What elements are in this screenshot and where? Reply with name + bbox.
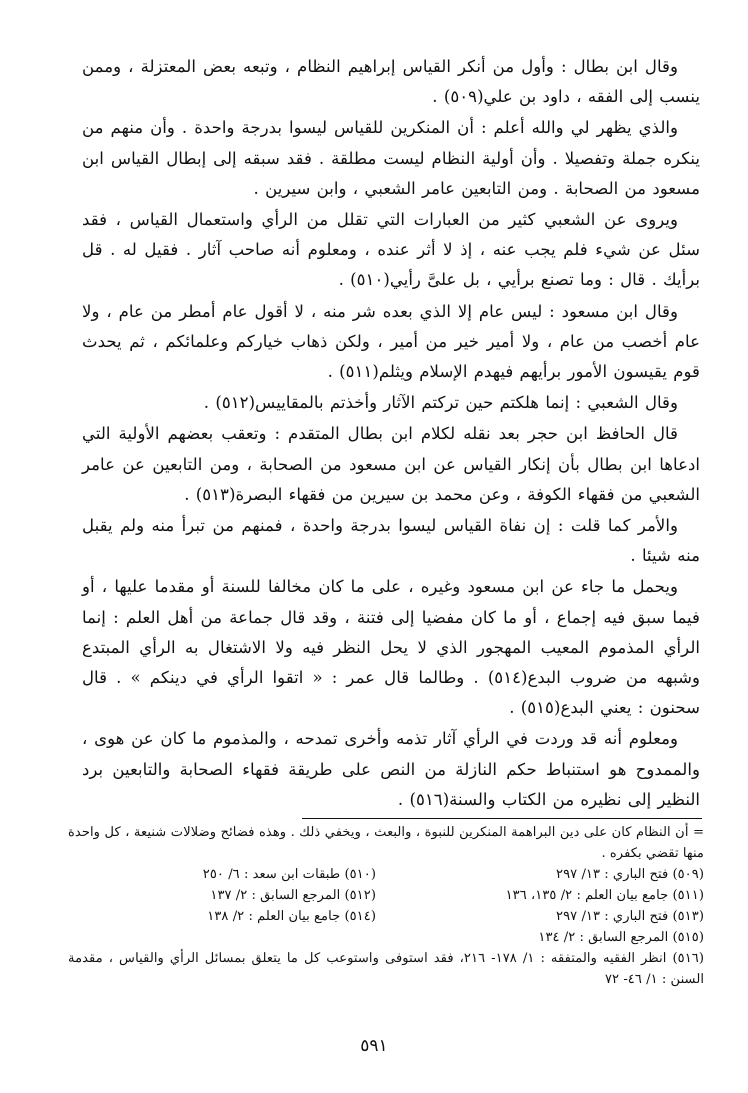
footnote-divider (302, 818, 702, 819)
footnote-516: (٥١٦) انظر الفقيه والمتفقه : ١/ ١٧٨- ٢١٦، فقد استوفى واستوعب كل ما يتعلق بمسائل الرأي والقياس ، مقدمة السنن : ١/ ٤٦- ٧٢ (68, 951, 705, 987)
footnote-513: (٥١٣) فتح الباري : ١٣/ ٢٩٧ (556, 909, 704, 924)
paragraph: والذي يظهر لي والله أعلم : أن المنكرين للقياس ليسوا بدرجة واحدة . وأن منهم من ينكره جملة وتفصيلا . وأن أولية النظام ليست مطلقة . فقد سبقه إلى إبطال القياس ابن مسعود من الصحابة . ومن التابعين عامر الشعبي ، وابن سيرين . (82, 118, 700, 198)
paragraph: ويروى عن الشعبي كثير من العبارات التي تقلل من الرأي واستعمال القياس ، فقد سئل عن شيء فلم يجب عنه ، إذ لا أثر عنده ، ومعلوم أنه صاحب آثار . فقيل له . قل برأيك . قال : وما تصنع برأيي ، بل علىَّ رأيي(٥١٠) . (82, 210, 700, 290)
paragraph: ويحمل ما جاء عن ابن مسعود وغيره ، على ما كان مخالفا للسنة أو مقدما عليها ، أو فيما سبق فيه إجماع ، أو ما كان مفضيا إلى فتنة ، وقد قال جماعة من أهل العلم : إنما الرأي المذموم المعيب المهجور الذي لا يحل النظر فيه ولا الاشتغال به الرأي المبتدع وشبهه من ضروب البدع(٥١٤) . وطالما قال عمر : « اتقوا الرأي في دينكم » . قال سحنون : يعني البدع(٥١٥) . (82, 577, 701, 718)
footnote-509: (٥٠٩) فتح الباري : ١٣/ ٢٩٧ (556, 867, 704, 882)
footnote-empty (68, 927, 376, 948)
footnote-515: (٥١٥) المرجع السابق : ٢/ ١٣٤ (538, 930, 704, 945)
footnote-514: (٥١٤) جامع بيان العلم : ٢/ ١٣٨ (207, 909, 376, 924)
footnote-511: (٥١١) جامع بيان العلم : ٢/ ١٣٥، ١٣٦ (505, 888, 704, 903)
paragraph: قال الحافظ ابن حجر بعد نقله لكلام ابن بطال المتقدم : وتعقب بعضهم الأولية التي ادعاها ابن بطال بأن إنكار القياس عن ابن مسعود من الصحابة ، ومن التابعين عن عامر الشعبي من فقهاء الكوفة ، وعن محمد بن سيرين من فقهاء البصرة(٥١٣) . (82, 424, 700, 504)
footnote-grid (68, 864, 704, 948)
paragraph: ومعلوم أنه قد وردت في الرأي آثار تذمه وأخرى تمدحه ، والمذموم ما كان عن هوى ، والممدوح هو استنباط حكم النازلة من النص على طريقة فقهاء الصحابة والتابعين برد النظير إلى نظيره من الكتاب والسنة(٥١٦) . (82, 729, 700, 809)
paragraph: وقال الشعبي : إنما هلكتم حين تركتم الآثار وأخذتم بالمقاييس(٥١٢) . (203, 393, 678, 413)
paragraph: وقال ابن بطال : وأول من أنكر القياس إبراهيم النظام ، وتبعه بعض المعتزلة ، وممن ينسب إلى الفقه ، داود بن علي(٥٠٩) . (82, 57, 700, 107)
footnotes (68, 822, 704, 990)
footnote-510: (٥١٠) طبقات ابن سعد : ٦/ ٢٥٠ (202, 867, 376, 882)
paragraph: وقال ابن مسعود : ليس عام إلا الذي بعده شر منه ، لا أقول عام أمطر من عام ، ولا عام أخصب من عام ، ولا أمير خير من أمير ، ولكن ذهاب خياركم وعلمائكم ، ثم يحدث قوم يقيسون الأمور برأيهم فيهدم الإسلام ويثلم(٥١١) . (82, 301, 700, 382)
footnote-continuation: = أن النظام كان على دين البراهمة المنكرين للنبوة ، والبعث ، ويخفي ذلك . وهذه فضائح وضلالات شنيعة ، كل واحدة منها تقضي بكفره . (68, 825, 704, 861)
paragraph: والأمر كما قلت : إن نفاة القياس ليسوا بدرجة واحدة ، فمنهم من تبرأ منه ولم يقبل منه شيئا . (82, 516, 700, 566)
main-text (82, 52, 700, 816)
footnote-512: (٥١٢) المرجع السابق : ٢/ ١٣٧ (210, 888, 376, 903)
page-number: ٥٩١ (360, 1036, 388, 1056)
